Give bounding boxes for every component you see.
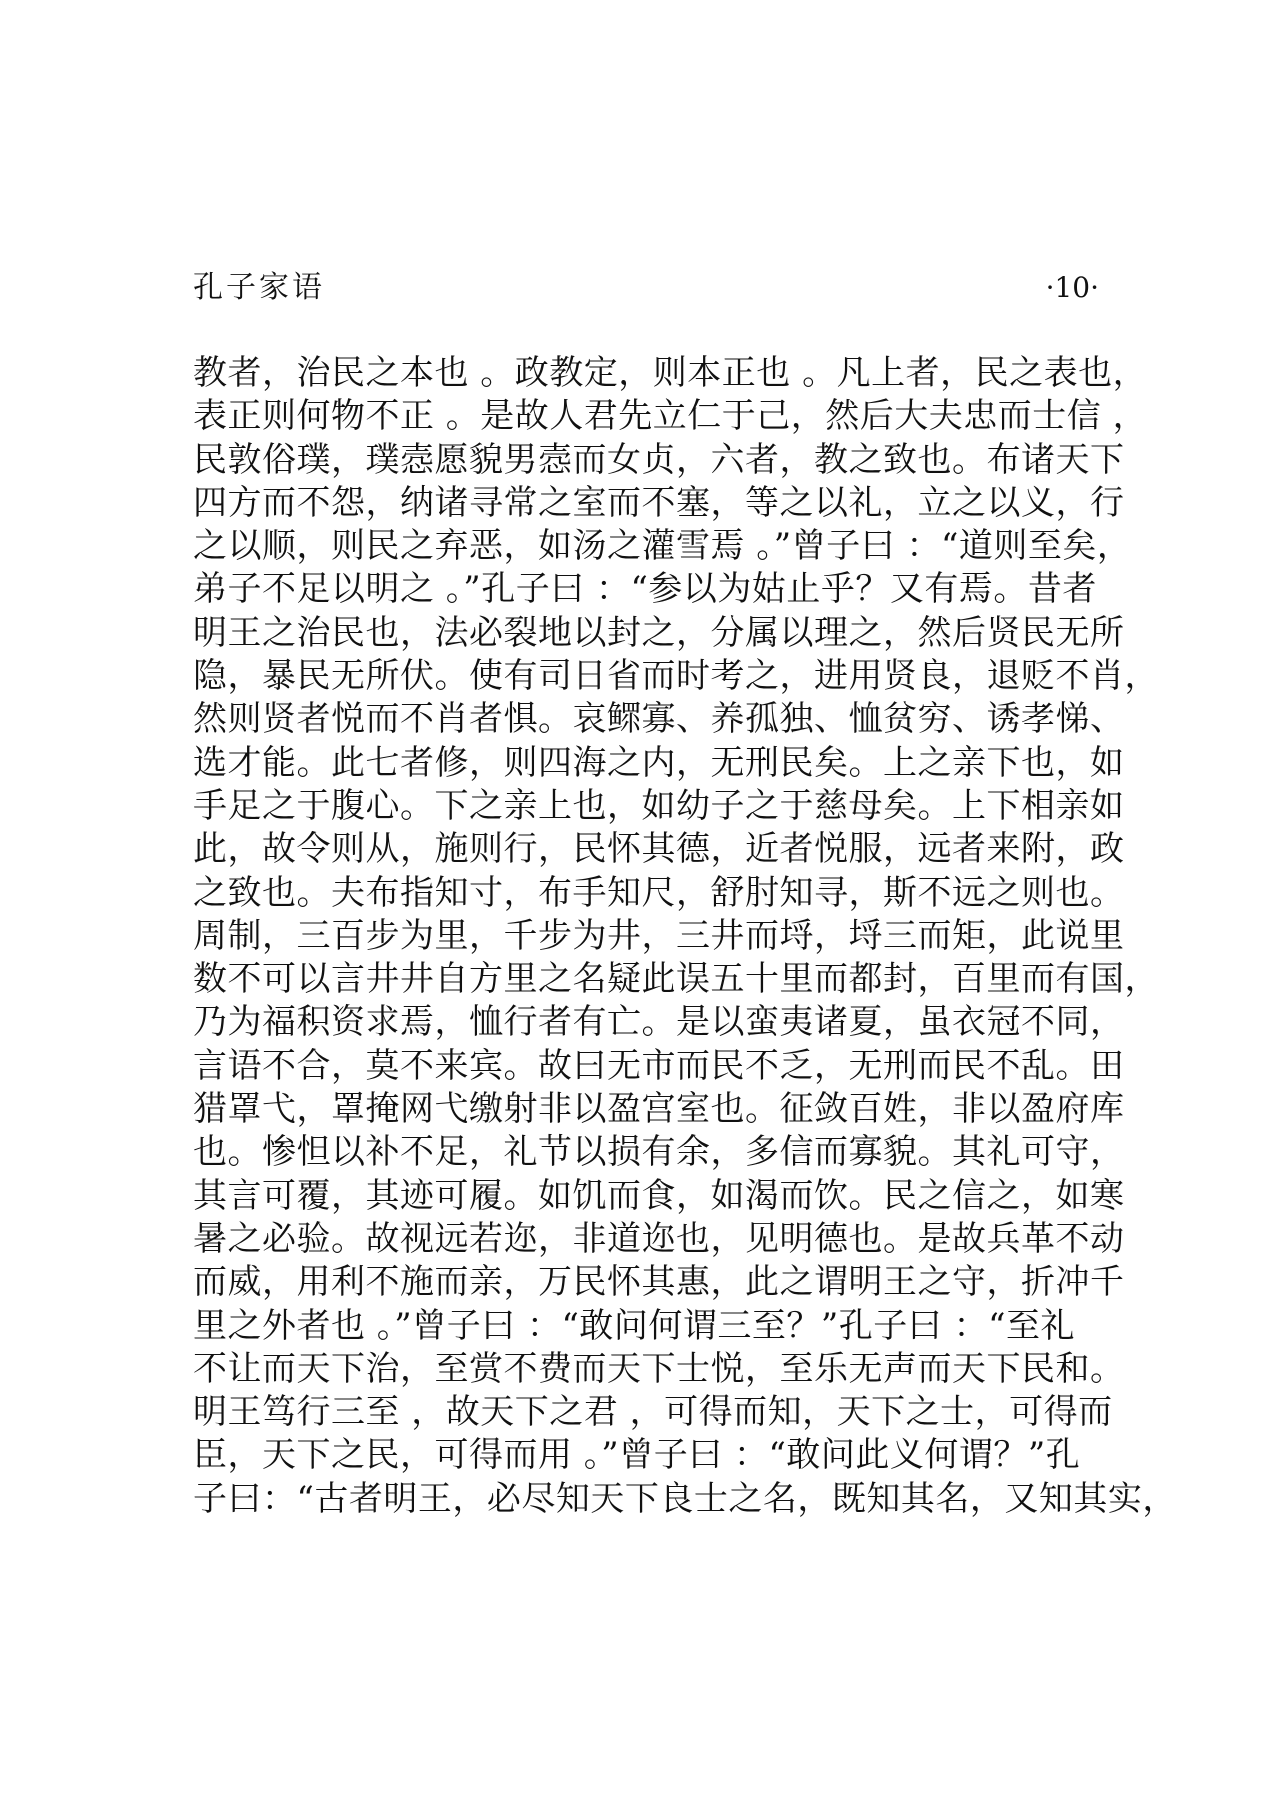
text-line: 其言可覆，其迹可履。如饥而食，如渴而饮。民之信之，如寒	[193, 1175, 1125, 1216]
text-line: 之致也。夫布指知寸，布手知尺，舒肘知寻，斯不远之则也。	[193, 872, 1125, 913]
text-line: 四方而不怨，纳诸寻常之室而不塞，等之以礼，立之以义，行	[193, 482, 1125, 523]
text-line: 周制，三百步为里，千步为井，三井而埒，埒三而矩，此说里	[193, 915, 1125, 956]
text-line: 表正则何物不正 。是故人君先立仁于己，然后大夫忠而士信 ，	[193, 396, 1148, 437]
text-line: 然则贤者悦而不肖者惧。哀鳏寡、养孤独、恤贫穷、诱孝悌、	[193, 699, 1125, 740]
text-line: 手足之于腹心。下之亲上也，如幼子之于慈母矣。上下相亲如	[193, 785, 1125, 826]
text-line: 猎罩弋，罩掩网弋缴射非以盈宫室也。征敛百姓，非以盈府库	[193, 1089, 1125, 1130]
text-line: 明王之治民也，法必裂地以封之，分属以理之，然后贤民无所	[193, 612, 1125, 653]
text-line: 此，故令则从，施则行，民怀其德，近者悦服，远者来附，政	[193, 829, 1125, 870]
text-line: 里之外者也 。”曾子曰 ：“敢问何谓三至？”孔子曰 ：“至礼	[193, 1305, 1075, 1346]
body-text	[193, 352, 1177, 1521]
text-line: 民敦俗璞，璞悫愿貌男悫而女贞，六者，教之致也。布诸天下	[193, 439, 1125, 480]
page-number: ·10·	[1045, 271, 1099, 304]
text-line: 数不可以言井井自方里之名疑此误五十里而都封，百里而有国，	[193, 959, 1159, 1000]
text-line: 明王笃行三至 ，故天下之君 ，可得而知，天下之士，可得而	[193, 1392, 1113, 1433]
text-line: 选才能。此七者修，则四海之内，无刑民矣。上之亲下也，如	[193, 742, 1125, 783]
text-line: 弟子不足以明之 。”孔子曰 ：“参以为姑止乎？又有焉。昔者	[193, 569, 1097, 610]
text-line: 之以顺，则民之弃恶，如汤之灌雪焉 。”曾子曰 ：“道则至矣，	[193, 526, 1132, 567]
text-line: 暑之必验。故视远若迩，非道迩也，见明德也。是故兵革不动	[193, 1218, 1125, 1259]
book-title: 孔子家语	[193, 270, 325, 305]
text-line: 而威，用利不施而亲，万民怀其惠，此之谓明王之守，折冲千	[193, 1262, 1125, 1303]
text-line: 言语不合，莫不来宾。故曰无市而民不乏，无刑而民不乱。田	[193, 1045, 1125, 1086]
text-line: 隐，暴民无所伏。使有司日省而时考之，进用贤良，退贬不肖，	[193, 656, 1159, 697]
page-header	[193, 266, 1099, 310]
text-line: 不让而天下治，至赏不费而天下士悦，至乐无声而天下民和。	[193, 1348, 1125, 1389]
text-line: 乃为福积资求焉，恤行者有亡。是以蛮夷诸夏，虽衣冠不同，	[193, 1002, 1125, 1043]
text-line: 子曰：“古者明王，必尽知天下良士之名，既知其名，又知其实，	[193, 1478, 1177, 1519]
text-line: 臣，天下之民，可得而用 。”曾子曰 ：“敢问此义何谓？”孔	[193, 1435, 1081, 1476]
text-line: 也。惨怛以补不足，礼节以损有余，多信而寡貌。其礼可守，	[193, 1132, 1125, 1173]
text-line: 教者，治民之本也 。政教定，则本正也 。凡上者，民之表也，	[193, 353, 1148, 393]
